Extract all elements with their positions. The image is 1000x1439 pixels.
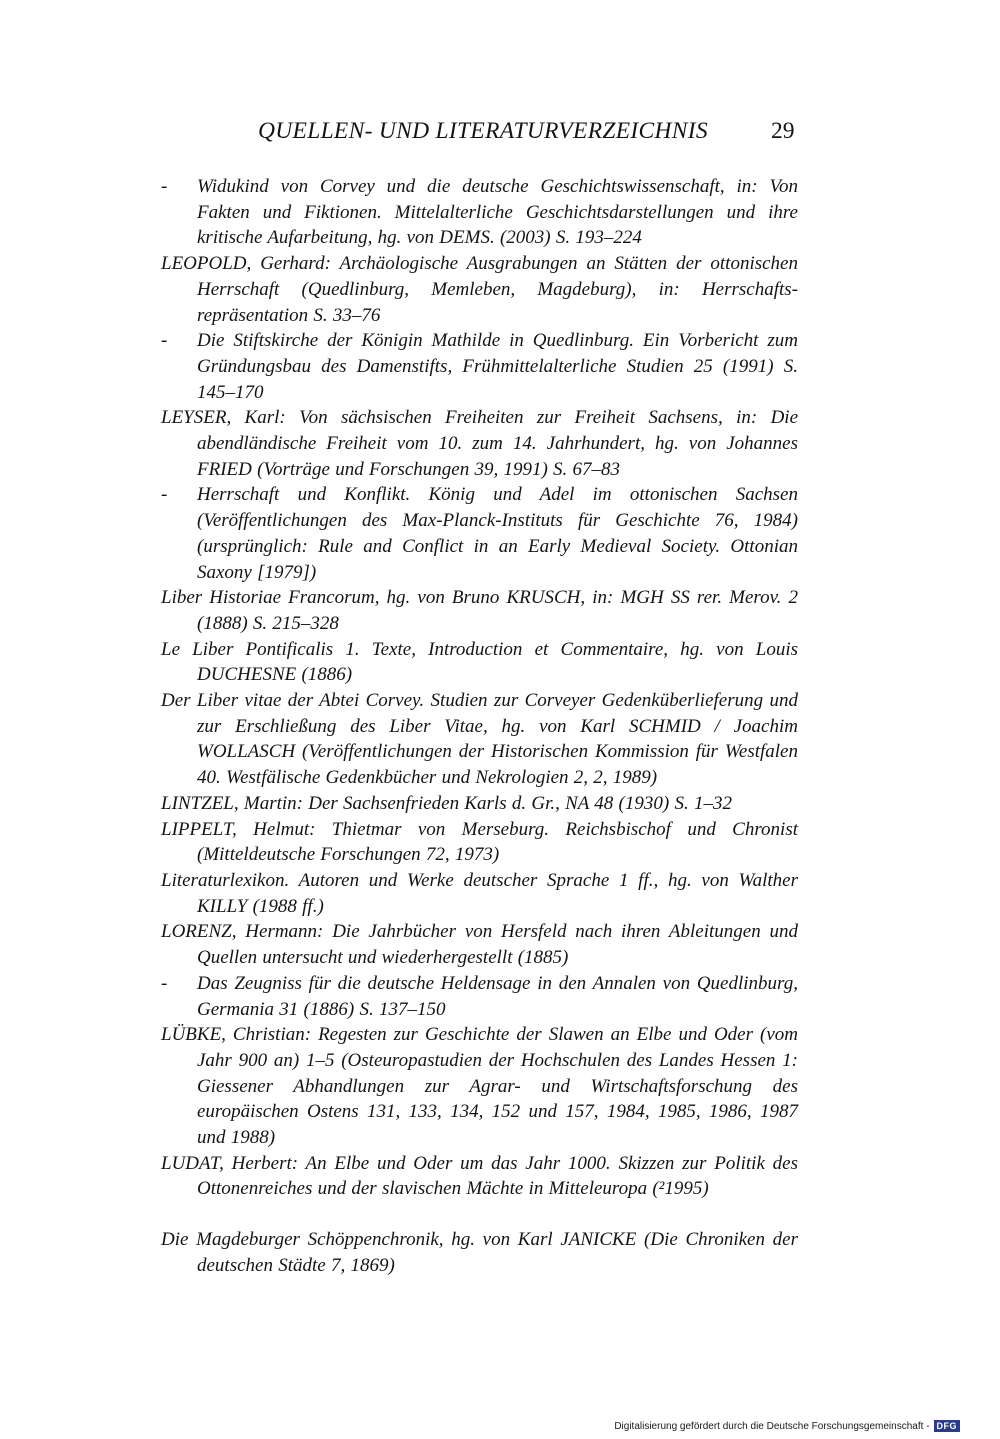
bib-entry-lippelt xyxy=(161,817,798,868)
digitization-footer xyxy=(614,1420,960,1432)
bib-entry-text: Die Stiftskirche der Königin Mathilde in Quedlinburg. Ein Vorbericht zum Gründungsbau des Damenstifts, Frühmittelalterliche Studien 25 (1991) S. 145–170 xyxy=(197,330,798,403)
bib-entry-liber-pontificalis xyxy=(161,637,798,688)
bib-entry-text: Le Liber Pontificalis 1. Texte, Introduction et Commentaire, hg. von Louis DUCHESNE (1886) xyxy=(161,638,798,686)
bib-entry-text: Die Magdeburger Schöppenchronik, hg. von Karl JANICKE (Die Chroniken der deutschen Städte 7, 1869) xyxy=(161,1229,798,1276)
continuation-dash: - xyxy=(161,972,168,994)
continuation-dash: - xyxy=(161,176,168,197)
running-header-title: QUELLEN- UND LITERATURVERZEICHNIS xyxy=(258,118,708,144)
bib-entry-ludat xyxy=(161,1151,798,1202)
bibliography-list xyxy=(161,174,798,1279)
bib-entry-text: Liber Historiae Francorum, hg. von Bruno KRUSCH, in: MGH SS rer. Merov. 2 (1888) S. 215–328 xyxy=(161,587,798,634)
bib-entry-liber-historiae xyxy=(161,585,798,636)
bib-entry-text: LORENZ, Hermann: Die Jahrbücher von Hersfeld nach ihren Ableitungen und Quellen untersucht und wiederhergestellt (1885) xyxy=(161,921,798,969)
bib-entry-text: Der Liber vitae der Abtei Corvey. Studien zur Corveyer Gedenküberlieferung und zur Erschließung des Liber Vitae, hg. von Karl SCHMID / Joachim WOLLASCH (Veröffentlichungen der Historischen Kommission für Westfalen 40. Westfälische Gedenkbücher und Nekrologien 2, 2, 1989) xyxy=(161,690,798,789)
bib-entry-text: LINTZEL, Martin: Der Sachsenfrieden Karls d. Gr., NA 48 (1930) S. 1–32 xyxy=(161,792,732,814)
bib-entry-literaturlexikon xyxy=(161,868,798,919)
bib-entry-text: LEOPOLD, Gerhard: Archäologische Ausgrabungen an Stätten der ottonischen Herrschaft (Quedlinburg, Memleben, Magdeburg), in: Herrschaftsrepräsentation S. 33–76 xyxy=(161,253,798,326)
bib-entry-herrschaft xyxy=(161,482,798,585)
dfg-logo: DFG xyxy=(934,1420,961,1432)
bib-entry-widukind xyxy=(161,174,798,251)
bib-entry-text: Das Zeugniss für die deutsche Heldensage in den Annalen von Quedlinburg, Germania 31 (1886) S. 137–150 xyxy=(197,972,798,1020)
bib-entry-text: Widukind von Corvey und die deutsche Geschichtswissenschaft, in: Von Fakten und Fiktionen. Mittelalterliche Geschichtsdarstellungen und ihre kritische Aufarbeitung, hg. von DEMS. (2003) S. 193–224 xyxy=(197,176,798,249)
continuation-dash: - xyxy=(161,330,168,352)
bib-entry-text: Herrschaft und Konflikt. König und Adel im ottonischen Sachsen (Veröffentlichungen des Max-Planck-Instituts für Geschichte 76, 1984) (ursprünglich: Rule and Conflict in an Early Medieval Society. Ottonian Saxony [1979]) xyxy=(197,484,798,583)
bib-entry-stiftskirche xyxy=(161,328,798,405)
bib-entry-schoeppenchronik xyxy=(161,1227,798,1278)
bib-entry-liber-vitae xyxy=(161,688,798,791)
bib-entry-lintzel xyxy=(161,791,798,817)
bib-entry-text: LUDAT, Herbert: An Elbe und Oder um das Jahr 1000. Skizzen zur Politik des Ottonenreiches und der slavischen Mächte in Mitteleuropa (²1995) xyxy=(161,1152,798,1200)
bib-entry-leyser xyxy=(161,405,798,482)
continuation-dash: - xyxy=(161,484,168,506)
bib-entry-lorenz xyxy=(161,919,798,970)
bib-entry-text: LIPPELT, Helmut: Thietmar von Merseburg. Reichsbischof und Chronist (Mitteldeutsche Forschungen 72, 1973) xyxy=(161,818,798,866)
page-number: 29 xyxy=(771,118,795,144)
bib-entry-text: LÜBKE, Christian: Regesten zur Geschichte der Slawen an Elbe und Oder (vom Jahr 900 an) 1–5 (Osteuropastudien der Hochschulen des Landes Hessen 1: Giessener Abhandlungen zur Agrar- und Wirtschaftsforschung des europäischen Ostens 131, 133, 134, 152 und 157, 1984, 1985, 1986, 1987 und 1988) xyxy=(161,1024,798,1149)
bib-entry-text: LEYSER, Karl: Von sächsischen Freiheiten zur Freiheit Sachsens, in: Die abendländische Freiheit vom 10. zum 14. Jahrhundert, hg. von Johannes FRIED (Vorträge und Forschungen 39, 1991) S. 67–83 xyxy=(161,407,798,480)
bib-entry-text: Literaturlexikon. Autoren und Werke deutscher Sprache 1 ff., hg. von Walther KILLY (1988 ff.) xyxy=(161,869,798,917)
bib-entry-zeugniss xyxy=(161,971,798,1022)
footer-text: Digitalisierung gefördert durch die Deutsche Forschungsgemeinschaft - xyxy=(614,1420,930,1432)
bib-entry-leopold xyxy=(161,251,798,328)
bib-entry-luebke xyxy=(161,1022,798,1151)
